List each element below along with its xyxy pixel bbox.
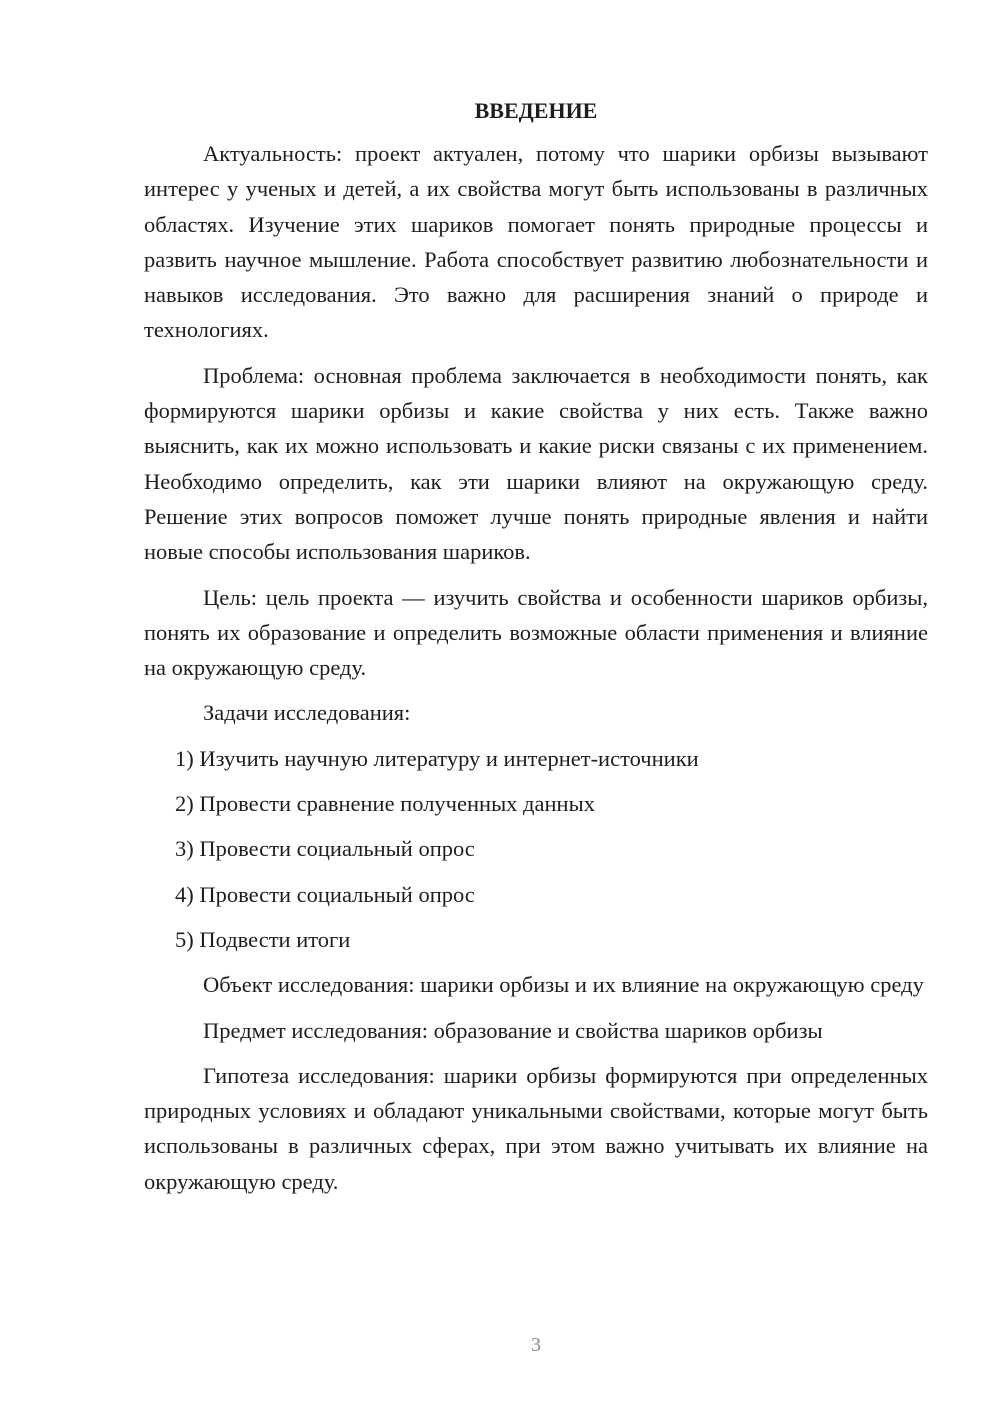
tasks-heading: Задачи исследования: (203, 700, 411, 726)
page-number: 3 (531, 1334, 541, 1356)
goal-paragraph: Цель: цель проекта — изучить свойства и особенности шариков орбизы, понять их образование и определить возможные области применения и влияние на окружающую среду. (144, 584, 928, 681)
task-item: 4) Провести социальный опрос (175, 881, 475, 907)
problem-paragraph: Проблема: основная проблема заключается в необходимости понять, как формируются шарики орбизы и какие свойства у них есть. Также важно выяснить, как их можно использовать и какие риски связаны с их применением. Необходимо определить, как эти шарики влияют на окружающую среду. Решение этих вопросов поможет лучше понять природные явления и найти новые способы использования шариков. (144, 362, 928, 565)
relevance-paragraph: Актуальность: проект актуален, потому что шарики орбизы вызывают интерес у ученых и детей, а их свойства могут быть использованы в различных областях. Изучение этих шариков помогает понять природные процессы и развить научное мышление. Работа способствует развитию любознательности и навыков исследования. Это важно для расширения знаний о природе и технологиях. (144, 141, 928, 343)
subject-paragraph: Предмет исследования: образование и свойства шариков орбизы (203, 1017, 823, 1043)
task-item: 1) Изучить научную литературу и интернет-источники (175, 745, 699, 771)
page-content (144, 96, 928, 1209)
hypothesis-paragraph: Гипотеза исследования: шарики орбизы формируются при определенных природных условиях и обладают уникальными свойствами, которые могут быть использованы в различных сферах, при этом важно учитывать их влияние на окружающую среду. (144, 1062, 928, 1194)
task-item: 5) Подвести итоги (175, 926, 351, 952)
object-paragraph: Объект исследования: шарики орбизы и их влияние на окружающую среду (203, 972, 924, 998)
task-item: 2) Провести сравнение полученных данных (175, 791, 595, 817)
section-title: ВВЕДЕНИЕ (474, 98, 598, 123)
task-item: 3) Провести социальный опрос (175, 836, 475, 862)
